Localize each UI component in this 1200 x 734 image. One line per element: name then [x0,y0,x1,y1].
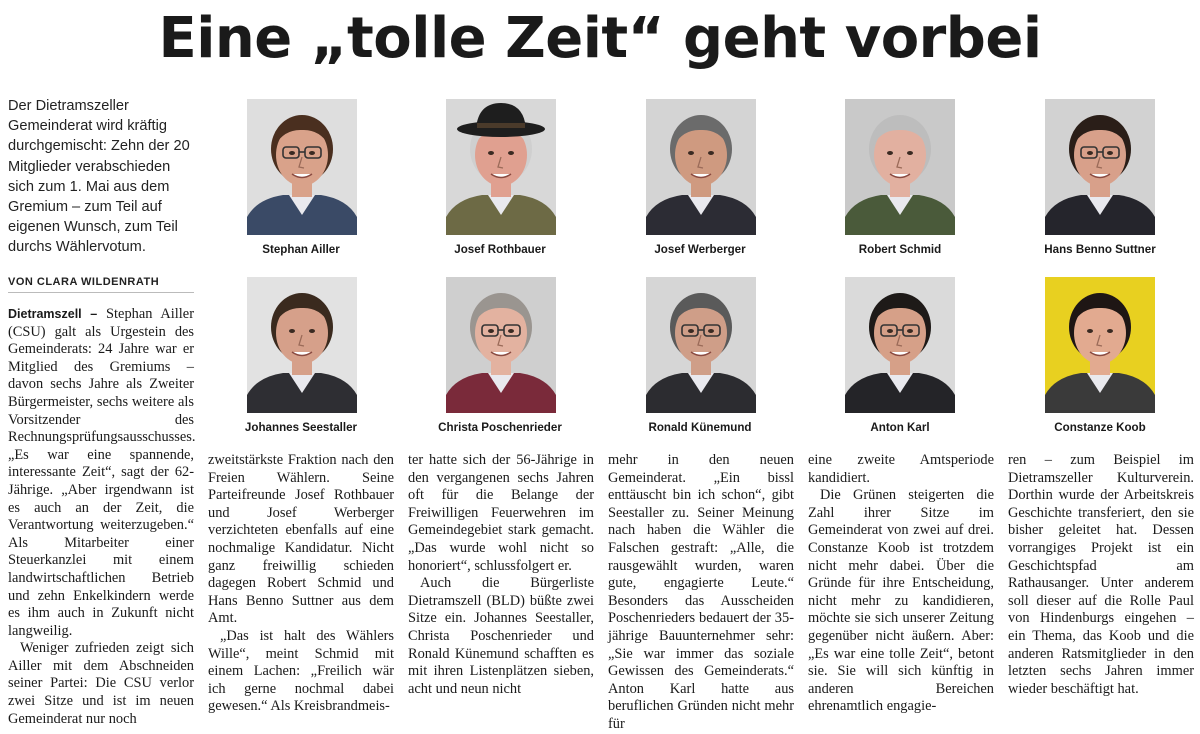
portrait-caption: Robert Schmid [858,243,942,256]
portrait-illustration [845,99,955,235]
portrait-photo [1045,277,1155,413]
dateline: Dietramszell – [8,307,98,321]
article-column-5 [808,452,994,715]
article-column-4 [608,452,794,732]
article-column-6 [1008,452,1194,700]
portrait-illustration [446,277,556,413]
portrait-photo [247,277,357,413]
byline: VON CLARA WILDENRATH [8,276,194,293]
portrait-caption: Johannes Seestaller [244,421,358,434]
portrait-illustration [845,277,955,413]
portrait-illustration [1045,277,1155,413]
portrait-photo [646,99,756,235]
intro-teaser: Der Dietramszeller Gemeinderat wird kräftig durchgemischt: Zehn der 20 Mitglieder verabschieden sich zum 1. Mai aus dem Gremium – zum Teil auf eigenen Wunsch, zum Teil durchs Wählervotum. [8,98,190,256]
paragraph: eine zweite Amtsperiode kandidiert. [808,452,994,486]
paragraph: Die Grünen steigerten die Zahl ihrer Sitze im Gemeinderat von zwei auf drei. Constanze Koob ist trotzdem nicht mehr dabei. Über die Gründe für ihre Entscheidung, nicht mehr zu kandidieren, möchte sie sich unserer Zeitung gegenüber nicht äußern. Aber: „Es war eine tolle Zeit“, betont sie. Sie will sich künftig in anderen Bereichen ehrenamtlich engagie- [808,487,994,715]
portrait-photo [845,277,955,413]
paragraph: mehr in den neuen Gemeinderat. „Ein bissl enttäuscht bin ich schon“, gibt Seestaller zu. Seiner Meinung nach haben die Wähler die Falschen gestraft: „Alle, die rausgewählt wurden, waren gute, engagierte Leute.“ Besonders das Ausscheiden Poschenrieders bedauert der 35-jährige Bauunternehmer sehr: „Sie war immer das soziale Gewissen des Gemeinderats.“ Anton Karl hatte aus beruflichen Gründen nicht mehr für [608,452,794,732]
article-headline: Eine „tolle Zeit“ geht vorbei [158,6,1042,71]
portrait-caption: Stephan Ailler [262,243,340,256]
portrait-illustration [247,99,357,235]
paragraph: ren – zum Beispiel im Dietramszeller Kulturverein. Dorthin wurde der Arbeitskreis Geschichte transferiert, den sie bisher geleitet hat. Dessen vorrangiges Projekt ist ein Geschichtspfad am Rathausanger. Unter anderem soll dieser auf die Rolle Paul von Hindenburgs eingehen – ein Thema, das Koob und die anderen Ratsmitglieder in den letzten sechs Jahren immer wieder beschäftigt hat. [1008,452,1194,697]
portrait-caption: Christa Poschenrieder [438,421,562,434]
paragraph: Auch die Bürgerliste Dietramszell (BLD) büßte zwei Sitze ein. Johannes Seestaller, Christa Poschenrieder und Ronald Künemund schafften es mit ihren Listenplätzen sieben, acht und neun nicht [408,575,594,697]
article-column-1 [8,306,196,727]
portrait-caption: Ronald Künemund [648,421,752,434]
paragraph: zweitstärkste Fraktion nach den Freien Wählern. Seine Parteifreunde Josef Rothbauer und Josef Werberger verzichteten ebenfalls auf eine nochmalige Kandidatur. Nicht ganz freiwillig schieden dagegen Robert Schmid und Hans Benno Suttner aus dem Amt. [208,452,394,627]
portrait-photo [845,99,955,235]
paragraph: Weniger zufrieden zeigt sich Ailler mit dem Abschneiden seiner Partei: Die CSU verlor zwei Sitze und ist im neuen Gemeinderat nur noch [8,640,194,727]
article-column-3 [408,452,594,700]
paragraph: ter hatte sich der 56-Jährige in den vergangenen sechs Jahren oft für die Belange der Freiwilligen Feuerwehren im Gemeindegebiet stark gemacht. „Das wurde wohl nicht so honoriert“, schlussfolgert er. [408,452,594,574]
portrait-illustration [1045,99,1155,235]
portrait-illustration [446,99,556,235]
portrait-illustration [247,277,357,413]
portrait-photo [446,277,556,413]
portrait-caption: Josef Rothbauer [454,243,546,256]
portrait-caption: Hans Benno Suttner [1044,243,1156,256]
portrait-illustration [646,99,756,235]
portrait-photo [446,99,556,235]
paragraph: Stephan Ailler (CSU) galt als Urgestein des Gemeinderats: 24 Jahre war er Mitglied des Gremiums – davon sechs Jahre als Zweiter Bürgermeister, sechs weitere als Vorsitzender des Rechnungsprüfungsausschusses. „Es war eine spannende, interessante Zeit“, sagt der 62-Jährige. „Aber irgendwann ist es auch an der Zeit, die Verantwortung weiterzugeben.“ Als Mitarbeiter einer Steuerkanzlei mit einem landwirtschaftlichen Betrieb und zehn Enkelkindern werde es ihm auch in Zukunft nicht langweilig. [8,306,196,639]
portrait-caption: Constanze Koob [1054,421,1146,434]
paragraph: „Das ist halt des Wählers Wille“, meint Schmid mit einem Lachen: „Freilich wär ich gerne nochmal dabei gewesen.“ Als Kreisbrandmeis- [208,627,394,715]
article-column-2 [208,452,394,715]
portrait-caption: Anton Karl [870,421,930,434]
portrait-photo [646,277,756,413]
portrait-illustration [646,277,756,413]
portrait-photo [247,99,357,235]
portrait-caption: Josef Werberger [654,243,746,256]
portrait-photo [1045,99,1155,235]
